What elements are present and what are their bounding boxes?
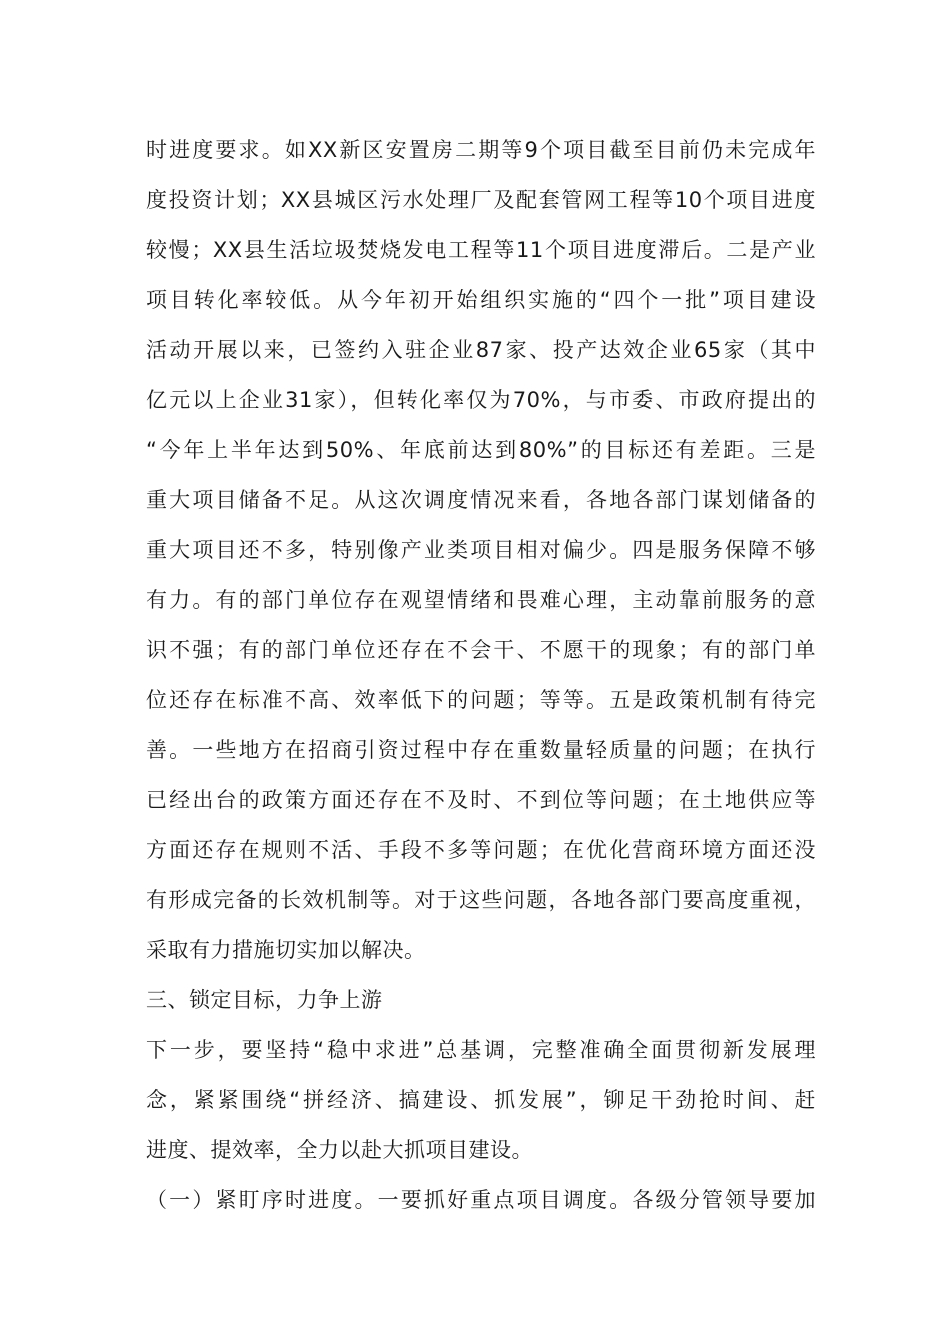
text-line: 时进度要求。如XX新区安置房二期等9个项目截至目前仍未完成年 [146, 138, 816, 162]
text-line: 识不强；有的部门单位还存在不会干、不愿干的现象；有的部门单 [146, 638, 816, 662]
text-line: 进度、提效率，全力以赴大抓项目建设。 [146, 1138, 533, 1162]
text-line: 下一步，要坚持“稳中求进”总基调，完整准确全面贯彻新发展理 [146, 1038, 816, 1062]
text-line: “今年上半年达到50%、年底前达到80%”的目标还有差距。三是 [146, 438, 816, 462]
section-heading: 三、锁定目标，力争上游 [146, 988, 383, 1012]
text-line: 有力。有的部门单位存在观望情绪和畏难心理，主动靠前服务的意 [146, 588, 816, 612]
text-line: 善。一些地方在招商引资过程中存在重数量轻质量的问题；在执行 [146, 738, 816, 762]
text-line: 较慢；XX县生活垃圾焚烧发电工程等11个项目进度滞后。二是产业 [146, 238, 816, 262]
text-line: 念，紧紧围绕“拼经济、搞建设、抓发展”，铆足干劲抢时间、赶 [146, 1088, 816, 1112]
text-line: 方面还存在规则不活、手段不多等问题；在优化营商环境方面还没 [146, 838, 816, 862]
text-line: 活动开展以来，已签约入驻企业87家、投产达效企业65家（其中 [146, 338, 816, 362]
text-line: 重大项目还不多，特别像产业类项目相对偏少。四是服务保障不够 [146, 538, 816, 562]
text-line: （一）紧盯序时进度。一要抓好重点项目调度。各级分管领导要加 [146, 1188, 816, 1212]
text-line: 重大项目储备不足。从这次调度情况来看，各地各部门谋划储备的 [146, 488, 816, 512]
text-line: 位还存在标准不高、效率低下的问题；等等。五是政策机制有待完 [146, 688, 816, 712]
text-line: 采取有力措施切实加以解决。 [146, 938, 426, 962]
text-line: 已经出台的政策方面还存在不及时、不到位等问题；在土地供应等 [146, 788, 816, 812]
text-line: 项目转化率较低。从今年初开始组织实施的“四个一批”项目建设 [146, 288, 816, 312]
text-line: 亿元以上企业31家），但转化率仅为70%，与市委、市政府提出的 [146, 388, 816, 412]
text-line: 有形成完备的长效机制等。对于这些问题，各地各部门要高度重视， [146, 888, 816, 912]
text-line: 度投资计划；XX县城区污水处理厂及配套管网工程等10个项目进度 [146, 188, 816, 212]
